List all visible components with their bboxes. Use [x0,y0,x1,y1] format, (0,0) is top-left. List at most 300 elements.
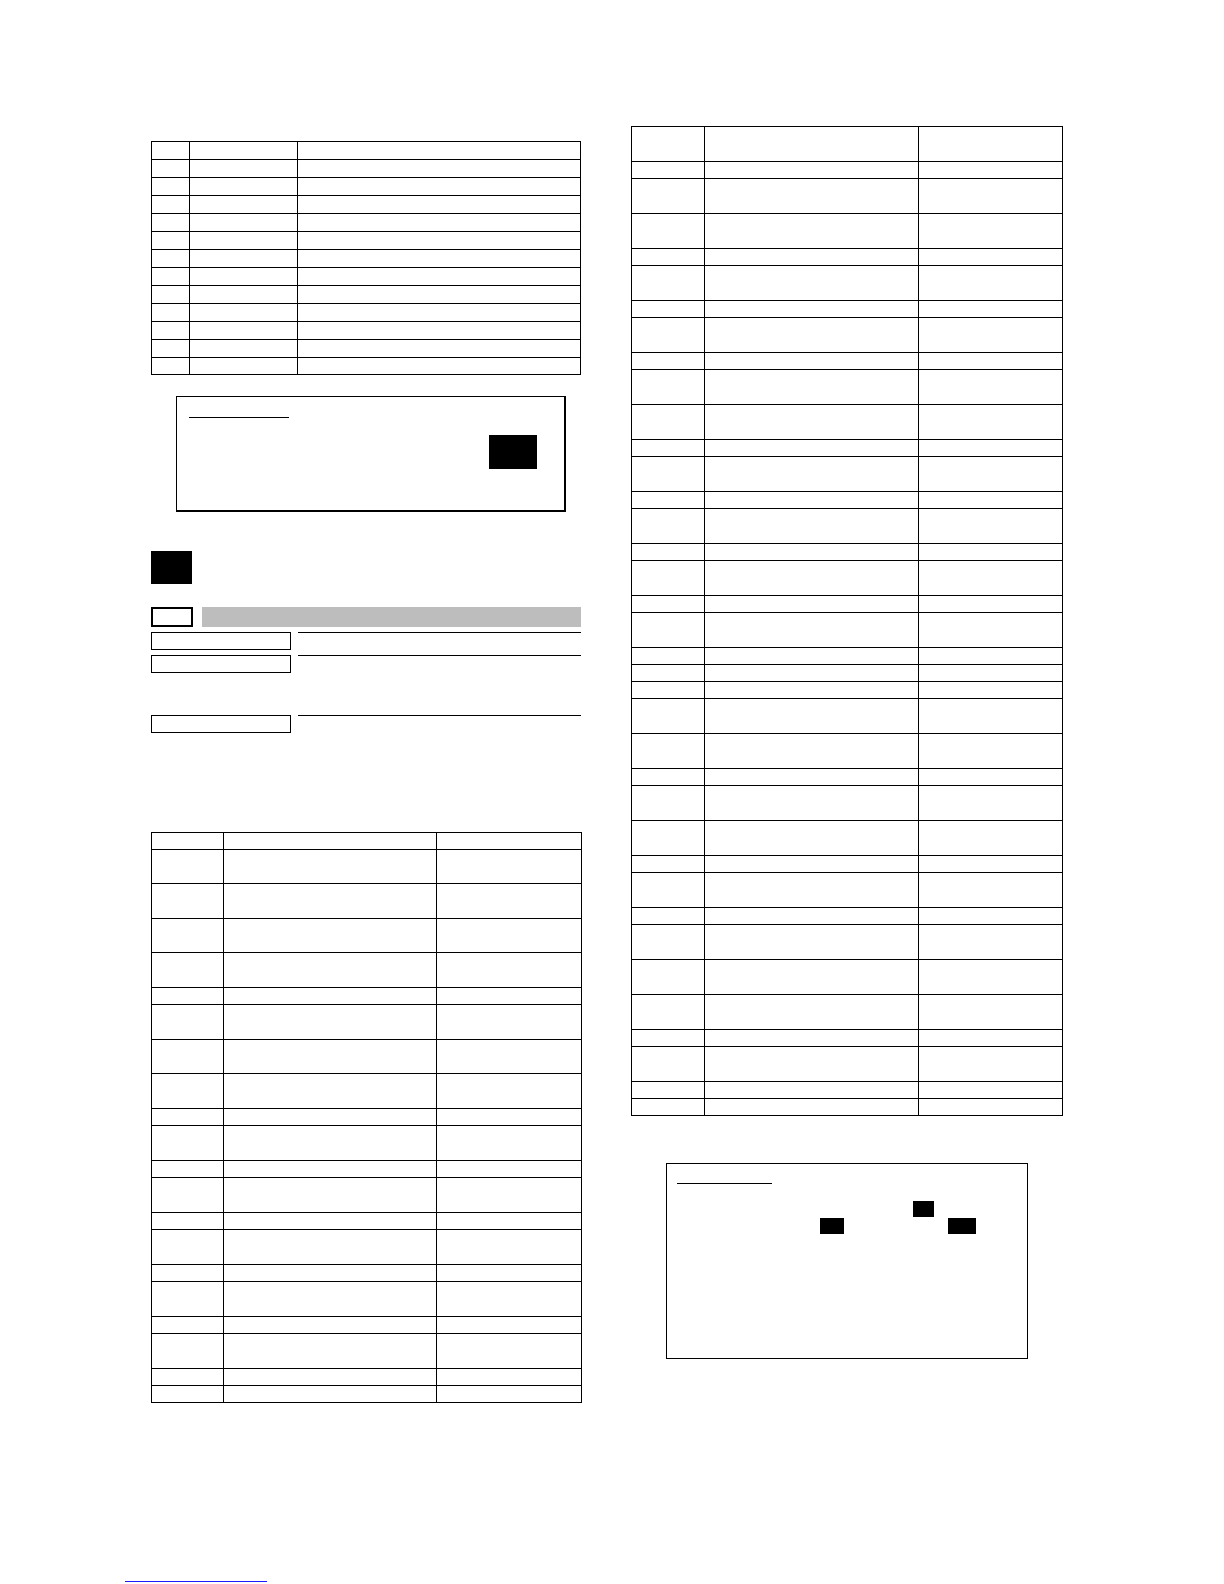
table-row [632,266,1063,301]
table-row [152,1317,582,1334]
table-cell [919,561,1063,596]
table-cell [190,232,298,250]
table-cell [919,596,1063,613]
table-row [152,250,581,268]
table-cell [190,196,298,214]
table-cell [632,266,705,301]
table-cell [224,1040,437,1074]
table-cell [224,1213,437,1230]
table-cell [224,1230,437,1265]
table-cell [919,127,1063,162]
table-cell [705,214,919,249]
table-cell [632,179,705,214]
table-cell [437,1178,582,1213]
table-cell [919,1082,1063,1099]
table-cell [224,1369,437,1386]
table-cell [705,769,919,786]
table-cell [152,953,224,988]
table-row [632,648,1063,665]
table-row [152,919,582,953]
table-row [152,214,581,232]
table-row [632,682,1063,699]
table-cell [919,249,1063,266]
table-cell [152,1005,224,1040]
table-cell [152,178,190,196]
table-cell [152,250,190,268]
table-row [632,699,1063,734]
table-cell [152,1265,224,1282]
table-cell [632,821,705,856]
table-cell [298,340,581,358]
table-row [632,509,1063,544]
table-cell [437,919,582,953]
table-row [632,440,1063,457]
table-cell [919,509,1063,544]
table-cell [705,370,919,405]
table-cell [152,340,190,358]
table-row [632,162,1063,179]
right-table [631,126,1063,1116]
table-cell [298,358,581,375]
table-row [152,1161,582,1178]
table-cell [919,648,1063,665]
table-cell [224,884,437,919]
table-cell [152,322,190,340]
table-row [152,304,581,322]
table-cell [919,613,1063,648]
table-cell [190,322,298,340]
table-row [632,613,1063,648]
table-cell [919,457,1063,492]
table-cell [919,734,1063,769]
table-cell [437,1230,582,1265]
label-rule-1 [298,632,581,633]
table-cell [224,1126,437,1161]
table-row [152,1282,582,1317]
table-cell [632,769,705,786]
table-cell [919,769,1063,786]
table-cell [437,953,582,988]
table-cell [437,1369,582,1386]
table-cell [705,301,919,318]
table-cell [632,1099,705,1116]
table-cell [152,1161,224,1178]
table-cell [632,1082,705,1099]
label-box-3 [151,715,291,733]
table-cell [152,850,224,884]
table-cell [632,856,705,873]
table-cell [632,405,705,440]
table-cell [152,884,224,919]
table-row [152,196,581,214]
table-cell [632,873,705,908]
table-row [152,1230,582,1265]
note-box-2 [666,1163,1028,1359]
table-cell [437,1213,582,1230]
table-cell [152,833,224,850]
lower-left-table-body [152,833,582,1403]
table-cell [632,249,705,266]
table-row [632,769,1063,786]
table-cell [632,1030,705,1047]
table-cell [919,370,1063,405]
table-row [632,1099,1063,1116]
table-cell [152,142,190,160]
right-table-body [632,127,1063,1116]
table-cell [705,353,919,370]
table-cell [190,160,298,178]
table-cell [298,322,581,340]
table-cell [224,988,437,1005]
table-cell [919,353,1063,370]
table-cell [705,682,919,699]
table-cell [224,1334,437,1369]
table-row [632,960,1063,995]
table-cell [152,1074,224,1109]
table-row [152,1074,582,1109]
table-cell [152,160,190,178]
table-cell [705,925,919,960]
table-cell [705,613,919,648]
table-cell [705,856,919,873]
table-cell [152,1369,224,1386]
table-cell [705,960,919,995]
table-cell [632,440,705,457]
table-row [152,340,581,358]
table-cell [224,1282,437,1317]
table-row [152,1386,582,1403]
table-cell [437,1282,582,1317]
table-cell [224,1317,437,1334]
table-cell [632,786,705,821]
table-row [632,318,1063,353]
table-row [632,821,1063,856]
table-cell [152,214,190,232]
table-row [152,833,582,850]
table-cell [298,214,581,232]
table-cell [224,1178,437,1213]
table-cell [224,953,437,988]
table-cell [632,214,705,249]
table-cell [632,960,705,995]
table-cell [152,304,190,322]
table-cell [705,734,919,769]
table-cell [632,492,705,509]
black-key-mark [489,435,537,469]
table-row [632,179,1063,214]
table-cell [919,405,1063,440]
table-cell [919,786,1063,821]
table-cell [632,318,705,353]
table-cell [705,1082,919,1099]
table-cell [919,821,1063,856]
table-cell [437,1109,582,1126]
table-cell [224,1074,437,1109]
table-cell [632,648,705,665]
table-row [152,232,581,250]
table-row [632,596,1063,613]
table-cell [224,833,437,850]
table-row [632,1082,1063,1099]
black-key-mark [820,1218,844,1234]
table-row [632,786,1063,821]
table-row [632,370,1063,405]
table-cell [919,995,1063,1030]
table-cell [152,1230,224,1265]
table-cell [224,1386,437,1403]
table-cell [152,1282,224,1317]
note-box-1 [176,396,566,512]
table-cell [919,301,1063,318]
table-row [152,142,581,160]
table-cell [632,908,705,925]
table-cell [298,232,581,250]
table-cell [152,1040,224,1074]
table-cell [437,1386,582,1403]
table-cell [705,405,919,440]
table-row [152,1334,582,1369]
black-key-mark [913,1201,934,1217]
lower-left-table [151,832,582,1403]
table-cell [705,440,919,457]
table-row [632,1030,1063,1047]
table-cell [632,561,705,596]
table-row [632,925,1063,960]
table-row [632,457,1063,492]
table-cell [919,1047,1063,1082]
table-cell [705,179,919,214]
table-cell [152,1178,224,1213]
table-cell [632,665,705,682]
table-cell [152,1109,224,1126]
table-cell [152,919,224,953]
table-cell [190,268,298,286]
table-cell [152,232,190,250]
label-box-2 [151,655,291,673]
table-row [152,988,582,1005]
table-cell [437,1005,582,1040]
top-left-table-body [152,142,581,375]
table-cell [919,544,1063,561]
table-row [152,1005,582,1040]
table-cell [919,925,1063,960]
section-number-box [151,607,193,627]
table-cell [190,250,298,268]
table-cell [705,786,919,821]
table-row [152,1213,582,1230]
table-row [152,268,581,286]
table-cell [705,509,919,544]
table-cell [190,340,298,358]
footer-link[interactable] [125,1567,267,1582]
table-cell [152,1213,224,1230]
table-cell [705,1099,919,1116]
table-row [152,1109,582,1126]
table-cell [298,250,581,268]
table-cell [705,544,919,561]
table-cell [437,1334,582,1369]
table-cell [437,1126,582,1161]
table-row [632,873,1063,908]
table-cell [152,988,224,1005]
table-cell [919,682,1063,699]
table-cell [298,304,581,322]
table-cell [437,1265,582,1282]
table-cell [705,1047,919,1082]
table-cell [152,358,190,375]
table-cell [919,960,1063,995]
table-cell [298,196,581,214]
table-cell [919,1030,1063,1047]
table-cell [190,214,298,232]
table-cell [632,1047,705,1082]
section-heading-bar [202,607,581,627]
table-cell [437,988,582,1005]
table-cell [298,142,581,160]
table-cell [705,249,919,266]
table-cell [632,301,705,318]
table-cell [705,561,919,596]
table-cell [152,1386,224,1403]
table-cell [919,665,1063,682]
table-row [632,301,1063,318]
table-cell [632,995,705,1030]
table-row [632,995,1063,1030]
table-row [152,1265,582,1282]
table-row [152,178,581,196]
top-left-table [151,141,581,375]
table-cell [190,178,298,196]
table-row [152,1040,582,1074]
table-cell [632,509,705,544]
note-box-2-title-underline [677,1183,772,1184]
table-cell [190,142,298,160]
table-cell [632,734,705,769]
table-row [152,1178,582,1213]
table-row [632,353,1063,370]
table-cell [705,492,919,509]
label-rule-2 [298,655,581,656]
table-cell [632,682,705,699]
table-cell [298,178,581,196]
table-cell [705,457,919,492]
table-cell [632,162,705,179]
table-row [632,544,1063,561]
note-box-1-title-underline [189,417,289,418]
table-cell [705,318,919,353]
table-cell [437,850,582,884]
table-cell [919,492,1063,509]
table-cell [705,873,919,908]
table-cell [919,162,1063,179]
table-row [632,249,1063,266]
table-cell [919,266,1063,301]
table-cell [298,286,581,304]
table-cell [152,286,190,304]
table-row [152,160,581,178]
table-row [152,358,581,375]
table-cell [632,699,705,734]
table-cell [705,699,919,734]
table-cell [224,1161,437,1178]
table-cell [437,1317,582,1334]
table-row [632,214,1063,249]
table-cell [705,1030,919,1047]
table-cell [632,127,705,162]
table-cell [632,353,705,370]
table-cell [632,457,705,492]
table-cell [152,1334,224,1369]
table-cell [190,358,298,375]
table-cell [632,596,705,613]
table-row [152,322,581,340]
table-cell [705,665,919,682]
table-row [632,908,1063,925]
table-row [632,856,1063,873]
table-cell [919,856,1063,873]
table-cell [152,1317,224,1334]
table-row [632,127,1063,162]
table-row [152,1369,582,1386]
black-key-mark [948,1218,976,1234]
table-row [152,286,581,304]
section-marker-square [151,551,192,584]
table-cell [152,268,190,286]
table-cell [705,127,919,162]
table-row [632,492,1063,509]
table-cell [632,613,705,648]
table-cell [919,908,1063,925]
table-cell [632,925,705,960]
table-cell [632,544,705,561]
table-cell [437,1040,582,1074]
table-cell [437,1074,582,1109]
table-row [632,405,1063,440]
table-cell [919,318,1063,353]
table-row [152,884,582,919]
table-cell [152,1126,224,1161]
table-cell [224,1005,437,1040]
table-cell [705,648,919,665]
table-cell [919,179,1063,214]
label-rule-3 [298,715,581,716]
table-row [632,665,1063,682]
table-cell [705,596,919,613]
table-cell [298,268,581,286]
label-box-1 [151,632,291,650]
table-row [632,734,1063,769]
table-row [632,561,1063,596]
table-cell [919,1099,1063,1116]
table-cell [919,214,1063,249]
table-cell [632,370,705,405]
table-cell [190,286,298,304]
table-cell [190,304,298,322]
table-cell [919,440,1063,457]
table-cell [437,1161,582,1178]
table-cell [224,1265,437,1282]
table-cell [919,699,1063,734]
table-row [152,850,582,884]
table-cell [705,162,919,179]
table-cell [705,908,919,925]
table-cell [705,995,919,1030]
table-cell [224,919,437,953]
table-cell [919,873,1063,908]
table-cell [437,833,582,850]
table-cell [224,850,437,884]
table-cell [705,821,919,856]
